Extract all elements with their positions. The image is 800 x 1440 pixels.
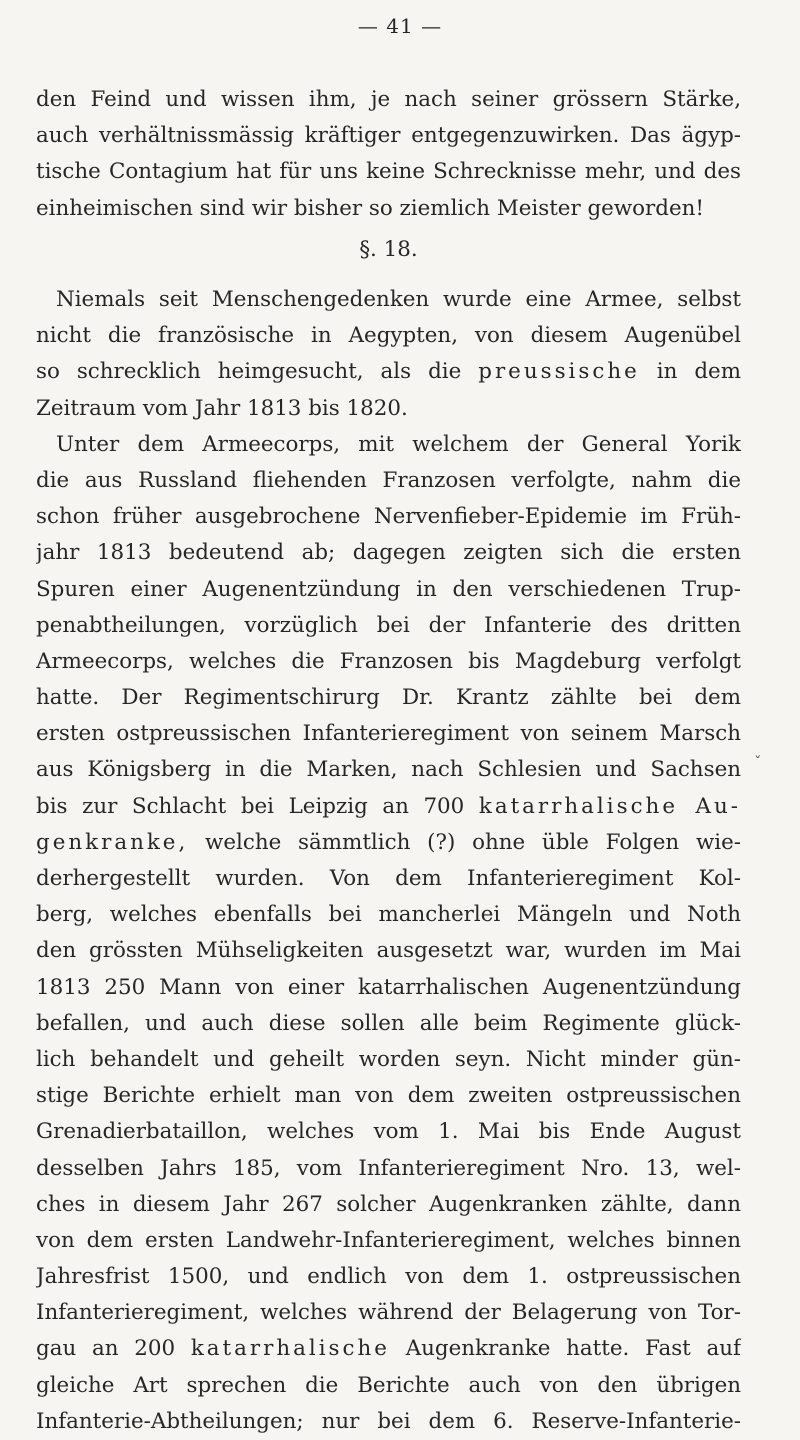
text-line — [36, 1331, 741, 1367]
text-line: schon früher ausgebrochene Nervenfieber-Epidemie im Früh- — [36, 504, 741, 530]
text-fragment: in dem — [656, 359, 741, 385]
emphasis-spaced: genkranke, — [36, 829, 189, 855]
text-line: Jahresfrist 1500, und endlich von dem 1. ostpreussischen — [36, 1264, 741, 1290]
text-line: auch verhältnissmässig kräftiger entgegenzuwirken. Das ägyp- — [36, 123, 741, 149]
page-number: — 41 — — [357, 14, 443, 38]
text-fragment: so schrecklich heimgesucht, als die — [36, 359, 462, 385]
text-line: von dem ersten Landwehr-Infanterieregiment, welches binnen — [36, 1227, 741, 1253]
text-line: ches in diesem Jahr 267 solcher Augenkranken zählte, dann — [36, 1191, 741, 1217]
margin-mark: ˇ — [754, 753, 762, 771]
emphasis-spaced: katarrhalische — [190, 1336, 390, 1362]
text-line: Armeecorps, welches die Franzosen bis Magdeburg verfolgt — [36, 648, 741, 674]
text-line: Infanterie-Abtheilungen; nur bei dem 6. Reserve-Infanterie- — [36, 1408, 741, 1434]
text-line: tische Contagium hat für uns keine Schrecknisse mehr, und des — [36, 159, 741, 185]
section-heading — [36, 225, 741, 275]
text-line: derhergestellt wurden. Von dem Infanterieregiment Kol- — [36, 866, 741, 891]
text-fragment: welche sämmtlich (?) ohne üble Folgen wie- — [205, 829, 741, 855]
text-line: Niemals seit Menschengedenken wurde eine Armee, selbst — [56, 287, 741, 312]
text-fragment: Augenkranke hatte. Fast auf — [405, 1336, 741, 1362]
emphasis-spaced: preussische — [478, 359, 640, 385]
text-line — [36, 354, 741, 390]
text-line: 1813 250 Mann von einer katarrhalischen Augenentzündung — [36, 974, 741, 1000]
text-line: penabtheilungen, vorzüglich bei der Infanterie des dritten — [36, 612, 741, 638]
text-line: befallen, und auch diese sollen alle beim Regimente glück- — [36, 1010, 741, 1036]
text-column-top — [36, 82, 741, 227]
text-line: den Feind und wissen ihm, je nach seiner grössern Stärke, — [36, 87, 741, 112]
text-line: hatte. Der Regimentschirurg Dr. Krantz zählte bei dem — [36, 685, 741, 711]
text-line: Infanterieregiment, welches während der Belagerung von Tor- — [36, 1300, 741, 1326]
text-line: Grenadierbataillon, welches vom 1. Mai bis Ende August — [36, 1119, 741, 1145]
emphasis-spaced: katarrhalische Au- — [478, 793, 741, 819]
text-line: gleiche Art sprechen die Berichte auch von den übrigen — [36, 1372, 741, 1398]
text-line: lich behandelt und geheilt worden seyn. Nicht minder gün- — [36, 1046, 741, 1072]
text-line: die aus Russland fliehenden Franzosen verfolgte, nahm die — [36, 467, 741, 493]
text-line: einheimischen sind wir bisher so ziemlich Meister geworden! — [36, 195, 704, 221]
text-line: nicht die französische in Aegypten, von diesem Augenübel — [36, 323, 741, 349]
text-fragment: gau an 200 — [36, 1336, 176, 1362]
section-number: §. 18. — [359, 237, 418, 262]
text-line: stige Berichte erhielt man von dem zweiten ostpreussischen — [36, 1083, 741, 1109]
text-line: den grössten Mühseligkeiten ausgesetzt war, wurden im Mai — [36, 938, 741, 964]
text-fragment: bis zur Schlacht bei Leipzig an 700 — [36, 793, 465, 819]
text-line: ersten ostpreussischen Infanterieregiment von seinem Marsch — [36, 721, 741, 747]
text-line: berg, welches ebenfalls bei mancherlei Mängeln und Noth — [36, 902, 741, 928]
text-line: Zeitraum vom Jahr 1813 bis 1820. — [36, 395, 408, 421]
text-line: aus Königsberg in die Marken, nach Schlesien und Sachsen — [36, 757, 741, 783]
text-line — [36, 825, 741, 861]
text-line — [36, 789, 741, 825]
text-line: Spuren einer Augenentzündung in den verschiedenen Trup- — [36, 576, 741, 602]
text-line: jahr 1813 bedeutend ab; dagegen zeigten sich die ersten — [36, 540, 741, 566]
text-line: desselben Jahrs 185, vom Infanterieregiment Nro. 13, wel- — [36, 1155, 741, 1181]
text-column-main — [36, 282, 741, 1440]
text-line: Unter dem Armeecorps, mit welchem der General Yorik — [56, 431, 741, 457]
